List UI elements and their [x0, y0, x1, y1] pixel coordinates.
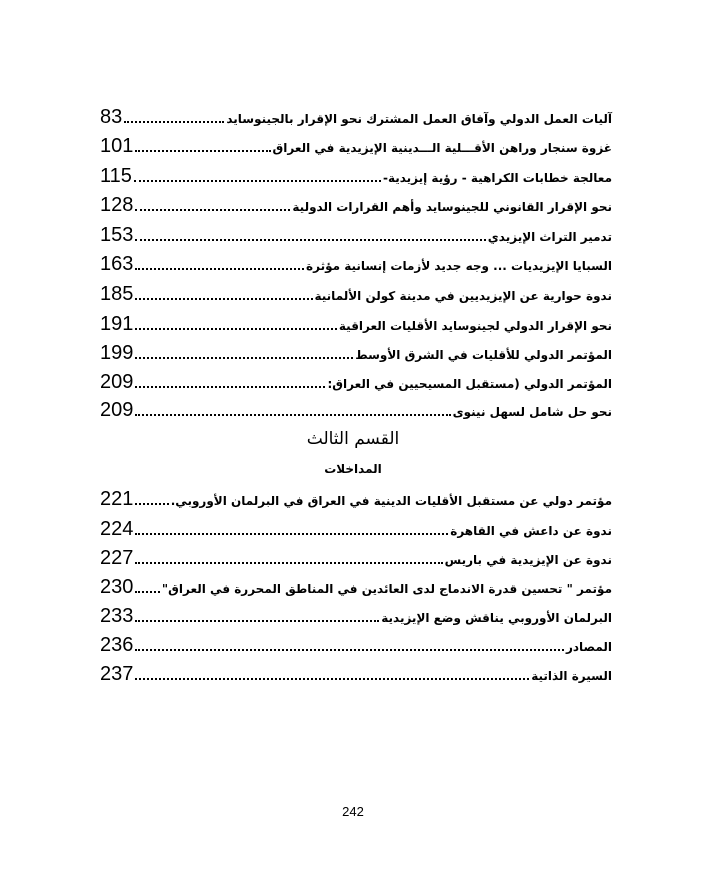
toc-entry-title: معالجة خطابات الكراهية - رؤية إيزيدية-: [382, 171, 612, 185]
toc-entry: [100, 279, 612, 305]
toc-entry: [100, 601, 612, 627]
dot-leader: [135, 150, 270, 152]
toc-entry-page: 233: [100, 605, 134, 627]
toc-entry-title: آليات العمل الدولي وآفاق العمل المشترك نحو الإقرار بالجينوسايد: [226, 112, 612, 126]
toc-entry-page: 227: [100, 547, 134, 569]
dot-leader: [135, 209, 290, 211]
toc-entry: [100, 659, 612, 685]
toc-entry: [100, 484, 612, 510]
dot-leader: [135, 328, 337, 330]
dot-leader: [135, 620, 379, 622]
toc-entry-title: نحو الإقرار القانوني للجينوسايد وأهم القرارات الدولية: [292, 200, 612, 214]
dot-leader: [135, 357, 353, 359]
dot-leader: [135, 239, 485, 241]
toc-entry-title: غزوة سنجار وراهن الأقـــلية الـــدينية الإيزيدية في العراق: [272, 141, 612, 155]
toc-entry-title: نحو حل شامل لسهل نينوى: [452, 405, 612, 419]
toc-entry-title: مؤتمر دولي عن مستقبل الأقليات الدينية في العراق في البرلمان الأوروبي.: [170, 494, 612, 508]
toc-entry-page: 199: [100, 342, 134, 364]
toc-entry-page: 101: [100, 135, 134, 157]
toc-entry-title: تدمير التراث الإيزيدي: [487, 230, 612, 244]
toc-entry-page: 236: [100, 634, 134, 656]
toc-entry-page: 83: [100, 106, 123, 128]
toc-entry: [100, 630, 612, 656]
toc-entry-title: ندوة عن الإيزيدية في باريس: [444, 553, 612, 567]
toc-entry-title: المؤتمر الدولي للأقليات في الشرق الأوسط: [355, 348, 612, 362]
dot-leader: [135, 678, 529, 680]
toc-entry: [100, 102, 612, 128]
toc-entry-page: 153: [100, 224, 134, 246]
toc-entry-page: 209: [100, 371, 134, 393]
toc-entry: [100, 161, 612, 187]
dot-leader: [135, 591, 160, 593]
toc-entry-title: ندوة حوارية عن الإيزيديين في مدينة كولن الألمانية: [314, 289, 612, 303]
toc-entry: [100, 220, 612, 246]
dot-leader: [135, 386, 325, 388]
toc-entry-page: 221: [100, 488, 134, 510]
toc-entry-title: نحو الإقرار الدولي لجينوسايد الأقليات العراقية: [338, 319, 612, 333]
toc-entry-title: البرلمان الأوروبي يناقش وضع الإيزيدية: [381, 611, 612, 625]
toc-entry: [100, 572, 612, 598]
toc-entry-page: 163: [100, 253, 134, 275]
dot-leader: [134, 180, 381, 182]
toc-entry-title: المؤتمر الدولي (مستقبل المسيحيين في العراق:: [327, 377, 612, 391]
toc-entry: [100, 190, 612, 216]
toc-entry-page: 237: [100, 663, 134, 685]
toc-entry-page: 115: [100, 165, 132, 187]
toc-entry: [100, 543, 612, 569]
toc-entry: [100, 338, 612, 364]
toc-entry-page: 209: [100, 399, 134, 421]
dot-leader: [124, 121, 224, 123]
toc-entry-page: 185: [100, 283, 134, 305]
toc-entry-page: 224: [100, 518, 134, 540]
dot-leader: [135, 268, 304, 270]
dot-leader: [135, 503, 168, 505]
toc-entry-title: السيرة الذاتية: [531, 669, 612, 683]
toc-entry-title: مؤتمر " تحسين قدرة الاندماج لدى العائدين في المناطق المحررة في العراق": [161, 582, 612, 596]
toc-entry: [100, 309, 612, 335]
dot-leader: [135, 649, 564, 651]
toc-entry: [100, 249, 612, 275]
toc-entry-page: 191: [100, 313, 134, 335]
toc-entry: [100, 367, 612, 393]
dot-leader: [135, 414, 450, 416]
dot-leader: [135, 298, 312, 300]
toc-entry-title: المصادر: [565, 640, 612, 654]
toc-entry: [100, 514, 612, 540]
dot-leader: [135, 562, 442, 564]
toc-entry-page: 230: [100, 576, 134, 598]
section-heading: القسم الثالث: [306, 429, 400, 449]
section-subheading: المداخلات: [324, 462, 382, 476]
page-number: 242: [342, 804, 364, 819]
toc-entry-title: السبايا الإيزيديات ... وجه جديد لأزمات إنسانية مؤثرة: [306, 259, 612, 273]
dot-leader: [135, 533, 448, 535]
toc-entry: [100, 131, 612, 157]
toc-entry-page: 128: [100, 194, 134, 216]
toc-entry: [100, 395, 612, 421]
toc-entry-title: ندوة عن داعش في القاهرة: [450, 524, 612, 538]
